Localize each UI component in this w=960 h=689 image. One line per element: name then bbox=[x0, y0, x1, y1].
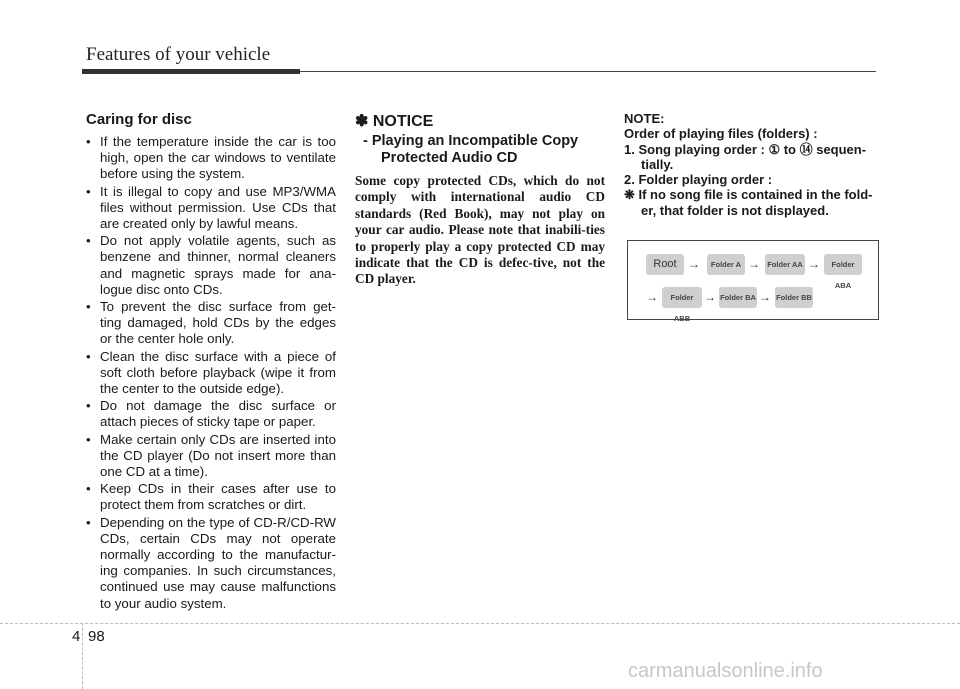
list-item: • Depending on the type of CD-R/CD-RW CDs, certain CDs may not operate normally according to the manufactur-ing companies. In such circumstances, continued use may cause malfunctions to your audio system. bbox=[86, 514, 336, 611]
section-title: Caring for disc bbox=[86, 111, 192, 128]
list-item: • Clean the disc surface with a piece of soft cloth before playback (wipe it from the center to the outside edge). bbox=[86, 348, 336, 397]
arrow-icon: → bbox=[759, 290, 771, 304]
notice-body: Some copy protected CDs, which do not comply with international audio CD standards (Red Book), may not play on your car audio. Please note that inabili-ties to properly play a copy protected CD may indicate that the CD is defec-tive, not the CD player. bbox=[355, 173, 605, 287]
list-item: • It is illegal to copy and use MP3/WMA files without permission. Use CDs that are created only by lawful means. bbox=[86, 183, 336, 232]
note-section bbox=[624, 111, 880, 218]
folder-bb: Folder BB bbox=[775, 287, 813, 308]
notice-heading: ✽ NOTICE bbox=[355, 113, 434, 130]
note-label: NOTE: bbox=[624, 111, 665, 126]
note-line: ❋ If no song file is contained in the fold-er, that folder is not displayed. bbox=[624, 187, 873, 218]
arrow-icon: → bbox=[688, 257, 700, 271]
page-header-title: Features of your vehicle bbox=[86, 44, 271, 65]
header-bar bbox=[82, 69, 300, 74]
page-number: 98 bbox=[88, 628, 105, 645]
arrow-icon: → bbox=[808, 257, 820, 271]
note-line: 1. Song playing order : ① to ⑭ sequen-tially. bbox=[624, 141, 867, 172]
arrow-icon: → bbox=[748, 257, 760, 271]
header-rule bbox=[300, 71, 876, 72]
caring-list bbox=[86, 134, 336, 612]
notice-section bbox=[355, 111, 605, 288]
list-item: • To prevent the disc surface from get-ting damaged, hold CDs by the edges or the center hole only. bbox=[86, 299, 336, 347]
list-item: • Make certain only CDs are inserted into the CD player (Do not insert more than one CD at a time). bbox=[86, 431, 336, 480]
folder-abb: Folder ABB bbox=[662, 287, 702, 308]
arrow-icon: → bbox=[704, 290, 716, 304]
folder-a: Folder A bbox=[707, 254, 745, 275]
folder-aba: Folder ABA bbox=[824, 254, 862, 275]
folder-ba: Folder BA bbox=[719, 287, 757, 308]
note-line: Order of playing files (folders) : bbox=[624, 126, 818, 142]
footer-rule bbox=[0, 623, 960, 624]
list-item: • If the temperature inside the car is too high, open the car windows to ventilate before using the system. bbox=[86, 134, 336, 182]
footer-divider bbox=[82, 623, 83, 689]
chapter-number: 4 bbox=[72, 628, 81, 645]
note-line: 2. Folder playing order : bbox=[624, 172, 773, 188]
list-item: • Keep CDs in their cases after use to protect them from scratches or dirt. bbox=[86, 481, 336, 513]
caring-section bbox=[86, 111, 336, 613]
folder-aa: Folder AA bbox=[765, 254, 805, 275]
list-item: • Do not damage the disc surface or attach pieces of sticky tape or paper. bbox=[86, 398, 336, 430]
folder-root: Root bbox=[646, 254, 684, 275]
watermark: carmanualsonline.info bbox=[628, 660, 823, 682]
arrow-icon: → bbox=[646, 290, 658, 304]
folder-order-diagram bbox=[627, 240, 879, 323]
notice-subheading: - Playing an Incompatible Copy Protected Audio CD bbox=[363, 133, 579, 166]
list-item: • Do not apply volatile agents, such as benzene and thinner, normal cleaners and magnetic sprays made for ana-logue disc onto CDs. bbox=[86, 233, 336, 297]
